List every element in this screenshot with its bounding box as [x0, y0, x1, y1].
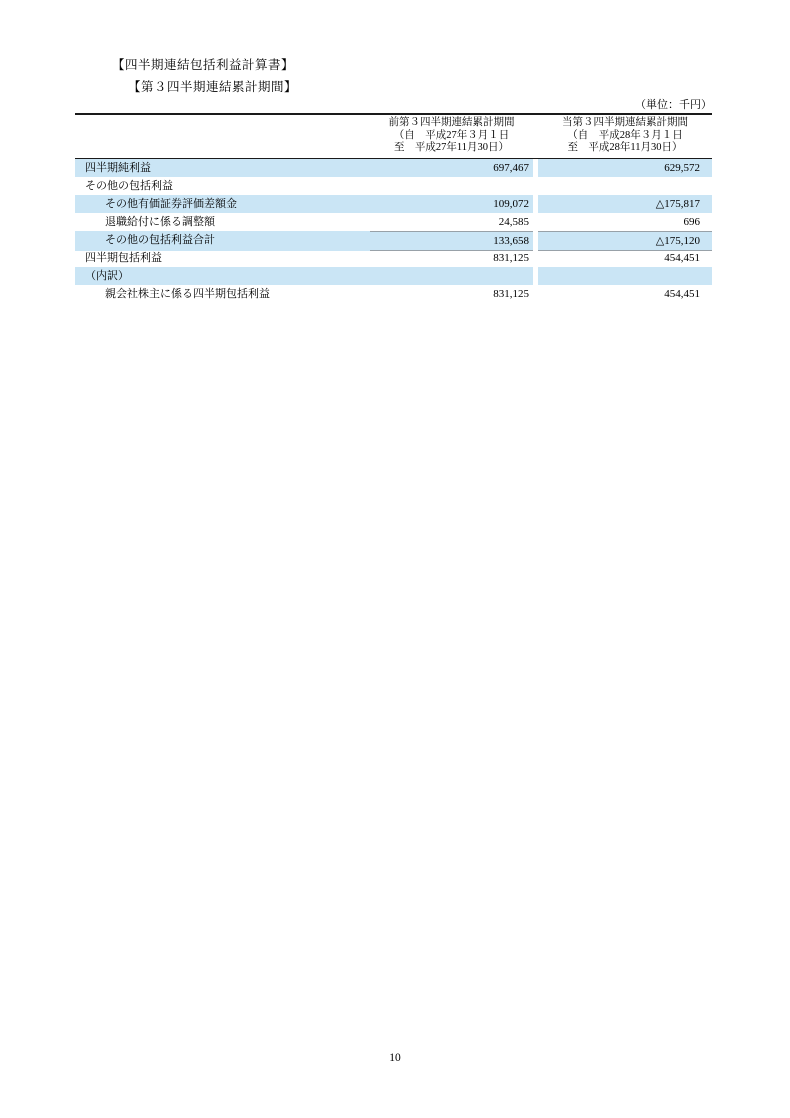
table-row-other-comprehensive-income-total — [75, 231, 712, 249]
curr-period-from: （自 平成28年３月１日 — [567, 129, 683, 141]
table-header-row — [75, 113, 712, 159]
table-row-securities-valuation-difference — [75, 195, 712, 213]
row-value-prev: 831,125 — [493, 287, 529, 300]
table-row-quarterly-net-income — [75, 159, 712, 177]
row-label: その他の包括利益 — [85, 179, 173, 192]
page-number: 10 — [389, 1052, 401, 1064]
row-value-prev: 24,585 — [498, 215, 529, 228]
row-value-prev: 109,072 — [370, 195, 533, 213]
table-body — [75, 159, 712, 303]
row-label: 四半期包括利益 — [85, 251, 162, 264]
row-label: その他有価証券評価差額金 — [75, 195, 370, 213]
row-label: 親会社株主に係る四半期包括利益 — [105, 287, 270, 300]
row-value-curr: 454,451 — [538, 249, 712, 268]
unit-label: （単位：千円） — [635, 99, 712, 111]
row-label: （内訳） — [75, 267, 370, 285]
prev-period-to: 至 平成27年11月30日） — [393, 142, 510, 153]
row-label: 退職給付に係る調整額 — [105, 215, 215, 228]
table-row-breakdown-heading — [75, 267, 712, 285]
row-value-prev — [370, 267, 533, 285]
row-value-prev: 133,658 — [370, 231, 533, 251]
row-value-curr: △175,120 — [538, 231, 712, 251]
row-value-curr: 629,572 — [538, 159, 712, 177]
table-row-retirement-benefit-adjustments — [75, 213, 712, 231]
row-value-prev — [370, 177, 533, 195]
row-value-curr: △175,817 — [538, 195, 712, 213]
comprehensive-income-table — [75, 113, 712, 303]
header-label-spacer — [75, 117, 370, 155]
row-value-curr — [538, 267, 712, 285]
header-curr-period — [538, 117, 712, 155]
period-title: 【第３四半期連結累計期間】 — [128, 80, 298, 94]
curr-period-name: 当第３四半期連結累計期間 — [562, 117, 688, 128]
row-value-prev: 697,467 — [370, 159, 533, 177]
statement-title: 【四半期連結包括利益計算書】 — [112, 58, 295, 72]
table-row-parent-shareholders-comprehensive-income — [75, 285, 712, 303]
row-value-prev: 831,125 — [370, 249, 533, 268]
curr-period-to: 至 平成28年11月30日） — [567, 142, 683, 153]
row-label: その他の包括利益合計 — [75, 231, 370, 251]
row-label: 四半期純利益 — [75, 159, 370, 177]
prev-period-name: 前第３四半期連結累計期間 — [388, 117, 515, 128]
row-value-curr: 454,451 — [664, 287, 700, 300]
table-row-other-comprehensive-income — [75, 177, 712, 195]
row-value-curr — [538, 177, 712, 195]
table-row-quarterly-comprehensive-income — [75, 249, 712, 267]
prev-period-from: （自 平成27年３月１日 — [393, 129, 510, 141]
row-value-curr: 696 — [683, 215, 700, 228]
header-prev-period — [370, 117, 533, 155]
